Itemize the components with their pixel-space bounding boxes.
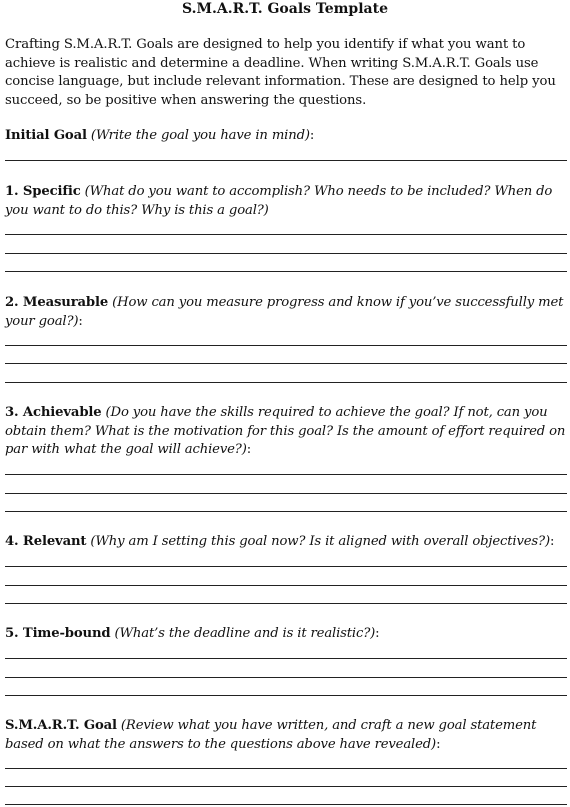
answer-line[interactable] (5, 345, 567, 346)
answer-line[interactable] (5, 566, 567, 567)
section-label: 2. Measurable (5, 295, 109, 310)
answer-line[interactable] (5, 160, 567, 161)
answer-line[interactable] (5, 474, 567, 475)
section-prompt (5, 533, 567, 552)
section-label: 4. Relevant (5, 534, 87, 549)
section-suffix: : (246, 442, 251, 457)
section-label: 1. Specific (5, 184, 81, 199)
section-suffix: : (78, 313, 83, 329)
answer-line[interactable] (5, 493, 567, 494)
section-hint: (Do you have the skills required to achieve the goal? If not, can you obtain them? What is the motivation for this goal? Is the amount of effort required on par with what the goal will achieve?) (5, 405, 566, 457)
answer-line[interactable] (5, 804, 567, 805)
answer-line[interactable] (5, 603, 567, 604)
section-prompt (5, 717, 567, 754)
section-prompt (5, 404, 567, 460)
section-hint: (What do you want to accomplish? Who needs to be included? When do you want to do this? Why is this a goal?) (5, 184, 553, 218)
answer-line[interactable] (5, 511, 567, 512)
section-initial-goal (5, 127, 567, 146)
page-title: S.M.A.R.T. Goals Template (182, 1, 388, 17)
section-suffix: : (436, 736, 441, 752)
section-prompt (5, 625, 567, 644)
section-measurable (5, 294, 567, 331)
section-achievable (5, 404, 567, 460)
section-hint: (Write the goal you have in mind) (90, 128, 310, 143)
section-specific (5, 183, 567, 220)
answer-line[interactable] (5, 585, 567, 586)
intro-paragraph: Crafting S.M.A.R.T. Goals are designed to help you identify if what you want to achieve is realistic and determine a deadline. When writing S.M.A.R.T. Goals use concise language, but include relevant information. These are designed to help you succeed, so be positive when answering the questions. (5, 37, 556, 108)
answer-line[interactable] (5, 234, 567, 235)
section-suffix: : (375, 626, 380, 641)
answer-line[interactable] (5, 695, 567, 696)
answer-line[interactable] (5, 768, 567, 769)
section-label: S.M.A.R.T. Goal (5, 718, 117, 733)
section-label: Initial Goal (5, 128, 87, 143)
section-hint: (What’s the deadline and is it realistic?) (114, 626, 376, 641)
section-hint: (How can you measure progress and know if you’ve successfully met your goal?) (5, 295, 564, 329)
section-prompt (5, 294, 567, 331)
answer-line[interactable] (5, 786, 567, 787)
section-label: 5. Time-bound (5, 626, 111, 641)
answer-line[interactable] (5, 363, 567, 364)
section-time-bound (5, 625, 567, 644)
answer-line[interactable] (5, 253, 567, 254)
section-hint: (Why am I setting this goal now? Is it aligned with overall objectives?) (90, 534, 550, 549)
section-prompt (5, 183, 567, 220)
answer-line[interactable] (5, 658, 567, 659)
answer-line[interactable] (5, 677, 567, 678)
section-prompt (5, 127, 567, 146)
section-suffix: : (549, 534, 555, 549)
answer-line[interactable] (5, 382, 567, 383)
section-label: 3. Achievable (5, 405, 102, 420)
section-hint: (Review what you have written, and craft a new goal statement based on what the answers to the questions above have revealed) (5, 718, 537, 752)
answer-line[interactable] (5, 271, 567, 272)
section-relevant (5, 533, 567, 552)
section-suffix: : (309, 128, 315, 143)
section-smart-goal (5, 717, 567, 754)
